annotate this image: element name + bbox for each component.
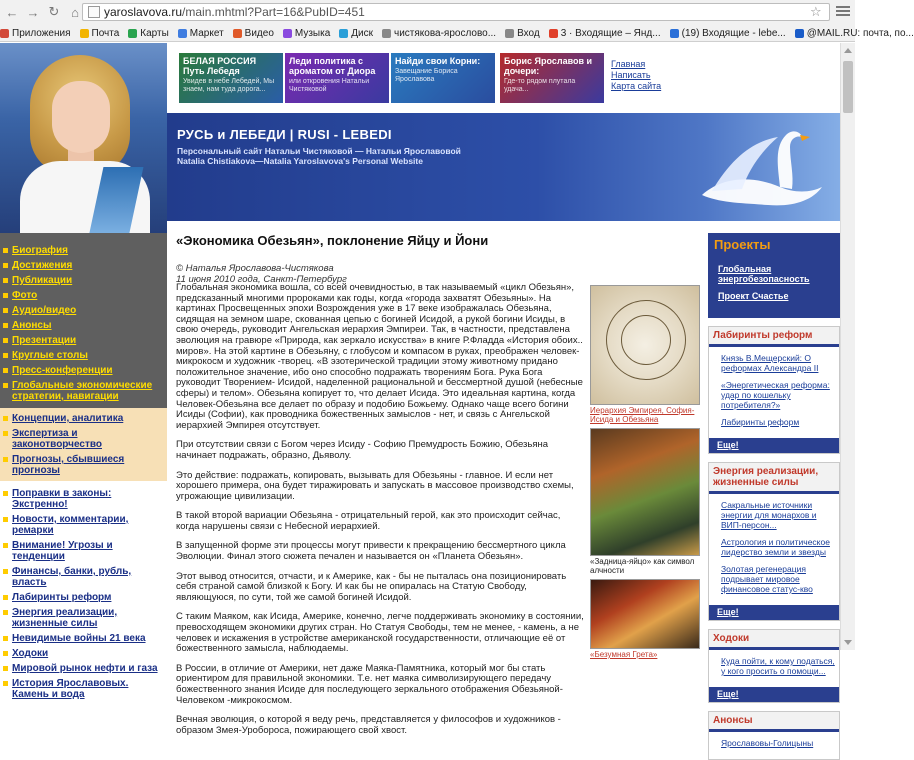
nav-item-label: Публикации <box>12 275 73 286</box>
scroll-thumb[interactable] <box>843 61 853 113</box>
site-subtitle-en: Natalia Chistiakova—Natalia Yaroslavova's Personal Website <box>177 156 423 166</box>
nav-item-label: Мировой рынок нефти и газа <box>12 663 158 674</box>
nav-item[interactable] <box>0 661 167 676</box>
article-paragraph: Вечная эволюция, о которой я веду речь, представляется у философов и художников - образом Змея-Уробороса, пожирающего свой хвост. <box>176 714 561 736</box>
bullet-icon <box>3 338 8 343</box>
back-button[interactable]: ← <box>5 4 19 20</box>
bullet-icon <box>3 323 8 328</box>
article-date: 11 июня 2010 года, Санкт-Петербург <box>176 274 347 285</box>
bullet-icon <box>3 353 8 358</box>
bookmark-icon <box>0 29 9 38</box>
bookmark-icon <box>339 29 348 38</box>
nav-item-label: Достижения <box>12 260 73 271</box>
top-banner <box>167 43 840 113</box>
bullet-icon <box>3 278 8 283</box>
nav-group-analytics <box>0 408 167 481</box>
bullet-icon <box>3 263 8 268</box>
nav-item-label: Презентации <box>12 335 77 346</box>
bookmark-icon <box>178 29 187 38</box>
nav-item[interactable] <box>0 363 167 378</box>
promo-title: Леди политика с ароматом от Диора <box>289 56 376 76</box>
more-link[interactable]: Еще! <box>709 605 839 620</box>
bookmark-item[interactable] <box>549 28 661 39</box>
link-sitemap[interactable]: Карта сайта <box>611 81 662 91</box>
home-button[interactable]: ⌂ <box>71 4 79 20</box>
bookmark-label: Видео <box>244 27 274 39</box>
link-write[interactable]: Написать <box>611 70 651 80</box>
bookmark-label: Вход <box>517 27 540 39</box>
nav-item[interactable] <box>0 676 167 702</box>
nav-item-label: Круглые столы <box>12 350 88 361</box>
promo-subtitle: Увидев в небе Лебедей, Мы знаем, нам туда дорога... <box>183 78 275 93</box>
bookmark-label: @MAIL.RU: почта, по... <box>806 27 914 39</box>
bullet-icon <box>3 636 8 641</box>
bullet-icon <box>3 651 8 656</box>
panel-link[interactable]: Ярославовы-Голицыны <box>721 738 814 748</box>
sidebar-panel <box>708 462 840 621</box>
forward-button[interactable]: → <box>26 4 40 20</box>
site-banner <box>167 113 840 221</box>
nav-item[interactable] <box>0 333 167 348</box>
project-link-happiness[interactable]: Проект Счастье <box>718 291 789 301</box>
swan-icon <box>682 117 832 217</box>
panel-link[interactable]: Золотая регенерация подрывает мировое финансовое статус-кво <box>721 564 813 594</box>
nav-item[interactable] <box>0 564 167 590</box>
bookmark-item[interactable] <box>233 28 274 39</box>
address-bar[interactable] <box>82 3 830 21</box>
nav-item[interactable] <box>0 411 167 426</box>
nav-item-label: Анонсы <box>12 320 52 331</box>
bookmark-item[interactable] <box>339 28 373 39</box>
bullet-icon <box>3 595 8 600</box>
article-paragraph: Глобальная экономика вошла, со всей очевидностью, в так называемый «цикл Обезьян», предсказанный многими пророками как годы, когда «города захватят Обезьяны». На картинах Просвещенных эпохи Возрождения уже в 17 веке изображалась Обезьяна, сидящая на земном шаре, скованная цепью с богиней Исидой, а рукой богини Исиды, в свою очередь, руководит Ангельская иерархия Эмпиреи. Так, в частности, представлена эволюция на гравюре «Природа, как зеркало искусства» в книге Р.Фладда «История обоих.. миров». На этой картине в Обезьяну, с глобусом и компасом в руках, преображен человек-микрокосм и художник -творец. «В эзотерической традиции этому животному придано положительное значение, ибо оно способно подражать творениям Бога. Рука Бога руководит Творением- Исидой, наделенной рациональной и бессмертной душой (небесные сферы) и телом». Обезьяна копирует то, что делает Исида. Это идеальная картина, когда Человек-Обезьяна все делает по образу и подобию Божьему. Однако чаще всего богини Исиды (Софии), как проводника божественных замыслов - нет, и связь с Ангельской иерархией Эмпирея отсутствует. <box>176 282 583 431</box>
panel-links <box>709 650 839 687</box>
url-host: yaroslavova.ru <box>104 5 183 19</box>
promo-lady-politics[interactable] <box>285 53 389 103</box>
figure-empyrean[interactable] <box>590 285 700 424</box>
bookmark-label: Маркет <box>189 27 224 39</box>
article-title: «Экономика Обезьян», поклонение Яйцу и Йони <box>176 233 489 248</box>
more-link[interactable]: Еще! <box>709 687 839 702</box>
browser-chrome <box>0 0 914 42</box>
painting-image[interactable] <box>590 579 700 649</box>
bookmark-icon <box>505 29 514 38</box>
author-photo <box>0 43 167 233</box>
nav-item[interactable] <box>0 452 167 478</box>
nav-item[interactable] <box>0 538 167 564</box>
nav-item[interactable] <box>0 605 167 631</box>
nav-group-main <box>0 233 167 408</box>
bookmark-item[interactable] <box>178 28 224 39</box>
bookmark-item[interactable] <box>128 28 169 39</box>
nav-item-label: Внимание! Угрозы и тенденции <box>12 540 113 562</box>
bookmark-label: Почта <box>91 27 120 39</box>
promo-title: Найди свои Корни: <box>395 56 481 66</box>
nav-item-label: Концепции, аналитика <box>12 413 124 424</box>
bookmark-icon <box>795 29 804 38</box>
panel-link[interactable]: Астрология и политическое лидерство земли и звезды <box>721 537 830 557</box>
nav-item[interactable] <box>0 243 167 258</box>
panel-link[interactable]: Князь В.Мещерский: О реформах Александра II <box>721 353 819 373</box>
promo-boris-yaroslavov[interactable] <box>500 53 604 103</box>
top-links <box>611 59 661 92</box>
article-paragraph: В такой второй вариации Обезьяна - отрицательный герой, как это происходит сейчас, когда нарушены связи с Небесной иерархией. <box>176 510 561 532</box>
nav-item-label: Прогнозы, сбывшиеся прогнозы <box>12 454 125 476</box>
nav-item-label: Пресс-конференции <box>12 365 113 376</box>
bullet-icon <box>3 383 8 388</box>
nav-item-label: Фото <box>12 290 38 301</box>
promo-white-russia[interactable] <box>179 53 283 103</box>
article-body <box>176 283 586 745</box>
nav-item[interactable] <box>0 631 167 646</box>
panel-link[interactable]: Сакральные источники энергии для монархов и ВИП-персон... <box>721 500 817 530</box>
nav-item[interactable] <box>0 590 167 605</box>
bookmark-item[interactable] <box>795 28 914 39</box>
bookmark-item[interactable] <box>505 28 540 39</box>
figure-egg[interactable] <box>590 428 700 575</box>
nav-item-label: Биография <box>12 245 69 256</box>
nav-item[interactable] <box>0 258 167 273</box>
panel-links <box>709 494 839 605</box>
engraving-image[interactable] <box>590 285 700 405</box>
bookmark-item[interactable] <box>670 28 786 39</box>
nav-item-label: Невидимые войны 21 века <box>12 633 146 644</box>
article-paragraph: При отсутствии связи с Богом через Исиду - Софию Премудрость Божию, Обезьяна начинает подражать, образно, Дьяволу. <box>176 439 549 461</box>
bullet-icon <box>3 248 8 253</box>
bookmark-icon <box>670 29 679 38</box>
link-home[interactable]: Главная <box>611 59 646 69</box>
nav-item-label: Ходоки <box>12 648 49 659</box>
promo-title: Борис Ярославов и дочери: <box>504 56 593 76</box>
nav-item-label: Глобальные экономические стратегии, навигации <box>12 380 153 402</box>
bullet-icon <box>3 681 8 686</box>
panel-links <box>709 732 839 759</box>
promo-find-roots[interactable] <box>391 53 495 103</box>
panel-title: Лабиринты реформ <box>709 327 839 347</box>
article-author: © Наталья Ярославова-Чистякова <box>176 263 334 274</box>
bookmark-label: чистякова-ярослово... <box>394 27 497 39</box>
right-panels <box>708 326 840 760</box>
bullet-icon <box>3 368 8 373</box>
painting-image[interactable] <box>590 428 700 556</box>
bookmark-label: 3 · Входящие – Янд... <box>560 27 661 39</box>
nav-item[interactable] <box>0 273 167 288</box>
page-icon <box>88 6 100 18</box>
nav-item[interactable] <box>0 646 167 661</box>
article-paragraph: В России, в отличие от Америки, нет даже Маяка-Памятника, который мог бы стать ориентиром для правильной экономики. Т.е. нет маяка символизирующего передачу божественного знания Исиде для последующего зеркального отображения Обезьяной-Человеком -микрокосмом. <box>176 662 563 706</box>
nav-item[interactable] <box>0 512 167 538</box>
promo-subtitle: Завещание Бориса Ярославова <box>395 68 458 83</box>
nav-item-label: История Ярославовых. Камень и вода <box>12 678 129 700</box>
panel-links <box>709 347 839 438</box>
reload-button[interactable]: ↻ <box>48 4 60 19</box>
bookmark-icon <box>549 29 558 38</box>
bookmark-item[interactable] <box>382 28 496 39</box>
article-illustrations <box>590 285 700 663</box>
bookmark-icon <box>233 29 242 38</box>
bookmark-icon <box>128 29 137 38</box>
page-scrollbar[interactable] <box>840 43 855 650</box>
left-navigation <box>0 233 167 700</box>
bullet-icon <box>3 308 8 313</box>
project-link-energy-security[interactable]: Глобальная энергобезопасность <box>718 264 810 284</box>
article-paragraph: В запущенной форме эти процессы могут привести к прекращению бессмертного цикла Эволюции. Финал этого сюжета печален и называется он «Планета Обезьян». <box>176 540 566 563</box>
article <box>174 233 700 736</box>
article-paragraph: Это действие: подражать, копировать, вызывать для Обезьяны - главное. И если нет хорошего примера, она будет тиражировать и запускать в массовое производство схемы, угрожающие цивилизации. <box>176 469 574 502</box>
panel-link[interactable]: Лабиринты реформ <box>721 417 800 427</box>
panel-link[interactable]: «Энергетическая реформа: удар по кошельку потребителя?» <box>721 380 830 410</box>
nav-item-label: Финансы, банки, рубль, власть <box>12 566 132 588</box>
figure-caption[interactable]: «Безумная Грета» <box>590 650 658 659</box>
bookmark-label: Музыка <box>294 27 331 39</box>
bullet-icon <box>3 666 8 671</box>
sidebar-panel <box>708 711 840 760</box>
promo-subtitle: или откровения Натальи Чистяковой <box>289 78 370 93</box>
figure-dull-gret[interactable] <box>590 579 700 659</box>
nav-item-label: Аудио/видео <box>12 305 77 316</box>
bookmark-label: Карты <box>140 27 169 39</box>
more-link[interactable]: Еще! <box>709 438 839 453</box>
nav-item[interactable] <box>0 348 167 363</box>
bullet-icon <box>3 517 8 522</box>
panel-title: Энергия реализации, жизненные силы <box>709 463 839 494</box>
bullet-icon <box>3 431 8 436</box>
browser-menu-icon[interactable] <box>836 4 850 18</box>
bullet-icon <box>3 610 8 615</box>
scroll-down-icon[interactable] <box>844 640 852 645</box>
url-path: /main.mhtml?Part=16&PubID=451 <box>182 5 365 19</box>
bookmarks-bar <box>0 24 914 42</box>
bookmark-icon <box>80 29 89 38</box>
nav-item[interactable] <box>0 288 167 303</box>
bookmark-icon <box>382 29 391 38</box>
bookmark-item[interactable] <box>80 28 120 39</box>
article-paragraph: С таким Маяком, как Исида, Америке, конечно, легче поддерживать экономику в состоянии, превосходящем экономики других стран. Но Статуя Свободы, тем не менее, - камень, а не человек и искажения в устройстве американской государственности, отличающие её от божественного замысла, наблюдаемы. <box>176 611 584 655</box>
bookmark-label: Приложения <box>12 27 71 39</box>
article-paragraph: Этот вывод относится, отчасти, и к Америке, как - бы не пыталась она позиционировать себя страной самой близкой к Богу. И как бы не опиралась на Статую Свободу, являющуюся, по сути, той же самой богиней Исидой. <box>176 570 567 603</box>
bookmark-item[interactable] <box>0 28 71 39</box>
projects-panel <box>708 233 840 318</box>
projects-title: Проекты <box>708 233 840 258</box>
bullet-icon <box>3 491 8 496</box>
bullet-icon <box>3 543 8 548</box>
nav-item-label: Поправки в законы: Экстренно! <box>12 488 112 510</box>
figure-caption[interactable]: Иерархия Эмпирея, София-Исида и Обезьяна <box>590 406 695 424</box>
bullet-icon <box>3 416 8 421</box>
scroll-up-icon[interactable] <box>844 48 852 53</box>
right-sidebar <box>708 233 840 748</box>
nav-item[interactable] <box>0 303 167 318</box>
bullet-icon <box>3 293 8 298</box>
web-page <box>0 43 840 748</box>
site-subtitle-ru: Персональный сайт Натальи Чистяковой — Натальи Ярославовой <box>177 146 461 156</box>
nav-item[interactable] <box>0 378 167 404</box>
promo-subtitle: Где-то рядом плутала удача... <box>504 78 576 93</box>
bookmark-item[interactable] <box>283 28 330 39</box>
sidebar-panel <box>708 326 840 454</box>
nav-group-topics <box>0 481 167 702</box>
bookmark-label: (19) Входящие - lebe... <box>681 27 786 39</box>
panel-title: Ходоки <box>709 630 839 650</box>
promo-title: БЕЛАЯ РОССИЯ Путь Лебедя <box>183 56 257 76</box>
figure-caption: «Задница-яйцо» как символ алчности <box>590 557 695 575</box>
nav-item[interactable] <box>0 318 167 333</box>
nav-item-label: Энергия реализации, жизненные силы <box>12 607 118 629</box>
panel-link[interactable]: Куда пойти, к кому податься, у кого просить о помощи... <box>721 656 835 676</box>
nav-item-label: Экспертиза и законотворчество <box>12 428 102 450</box>
bullet-icon <box>3 569 8 574</box>
bookmark-star-icon[interactable]: ☆ <box>810 4 822 19</box>
nav-item[interactable] <box>0 486 167 512</box>
site-title: РУСЬ и ЛЕБЕДИ | RUSI - LEBEDI <box>177 127 392 142</box>
nav-item-label: Новости, комментарии, ремарки <box>12 514 129 536</box>
nav-item[interactable] <box>0 426 167 452</box>
panel-title: Анонсы <box>709 712 839 732</box>
bookmark-icon <box>283 29 292 38</box>
bullet-icon <box>3 457 8 462</box>
nav-item-label: Лабиринты реформ <box>12 592 112 603</box>
sidebar-panel <box>708 629 840 703</box>
bookmark-label: Диск <box>351 27 373 39</box>
